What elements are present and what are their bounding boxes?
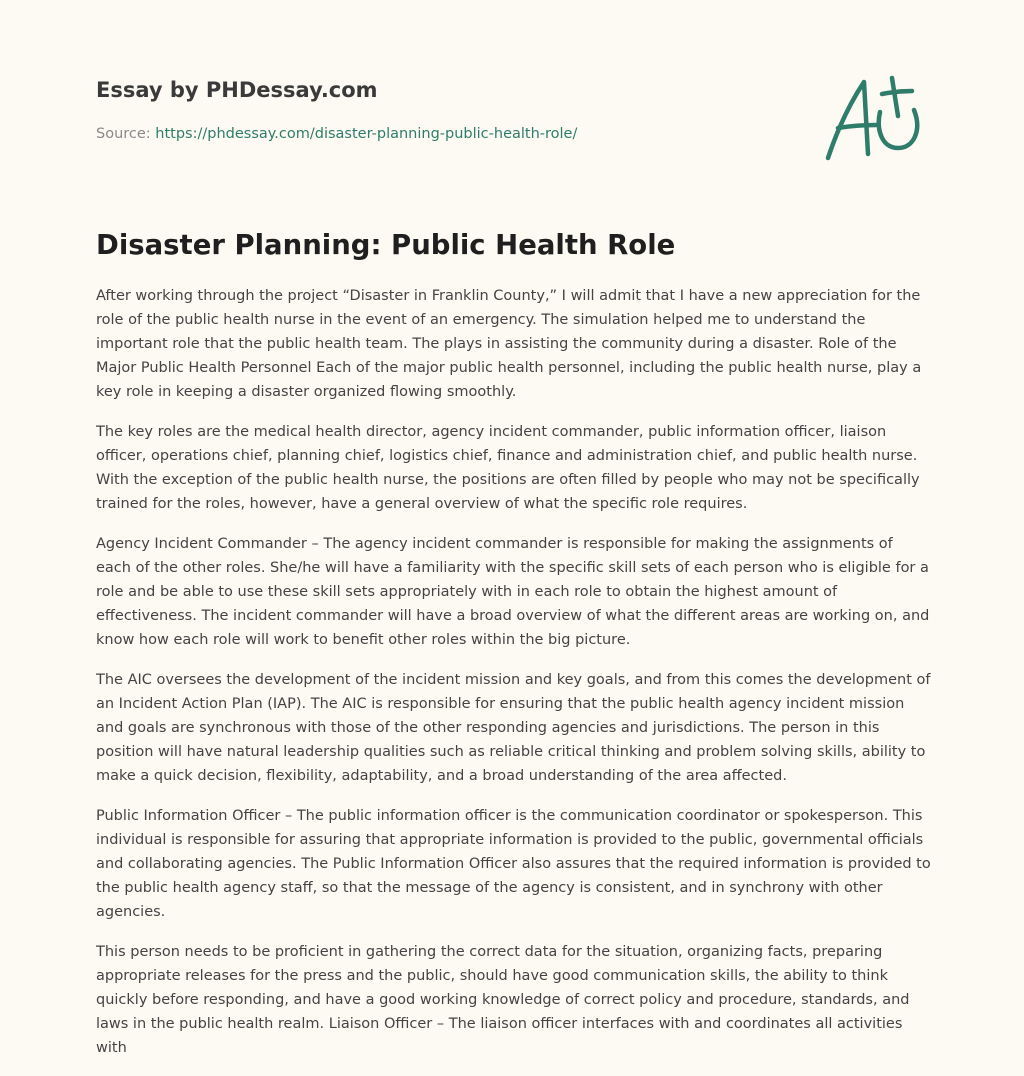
essay-title: Disaster Planning: Public Health Role <box>96 229 676 261</box>
essay-paragraph: This person needs to be proficient in gathering the correct data for the situation, organizing facts, preparing appropriate releases for the press and the public, should have good communication skills, the ability to think quickly before responding, and have a good working knowledge of correct policy and procedure, standards, and laws in the public health realm. Liaison Officer – The liaison officer interfaces with and coordinates all activities with <box>96 944 910 1056</box>
essay-paragraph: The AIC oversees the development of the incident mission and key goals, and from this comes the development of an Incident Action Plan (IAP). The AIC is responsible for ensuring that the public health agency incident mission and goals are synchronous with those of the other responding agencies and jurisdictions. The person in this position will have natural leadership qualities such as reliable critical thinking and problem solving skills, ability to make a quick decision, flexibility, adaptability, and a broad understanding of the area affected. <box>96 672 931 784</box>
document-header <box>96 76 796 144</box>
essay-body <box>96 284 932 1076</box>
essay-paragraph: The key roles are the medical health director, agency incident commander, public information officer, liaison officer, operations chief, planning chief, logistics chief, finance and administration chief, and public health nurse. With the exception of the public health nurse, the positions are often filled by people who may not be specifically trained for the roles, however, have a general overview of what the specific role requires. <box>96 424 920 512</box>
source-link[interactable]: https://phdessay.com/disaster-planning-public-health-role/ <box>155 126 578 142</box>
a-plus-grade-icon <box>818 68 928 164</box>
source-label: Source: <box>96 126 156 142</box>
essay-paragraph: After working through the project “Disaster in Franklin County,” I will admit that I have a new appreciation for the role of the public health nurse in the event of an emergency. The simulation helped me to understand the important role that the public health team. The plays in assisting the community during a disaster. Role of the Major Public Health Personnel Each of the major public health personnel, including the public health nurse, play a key role in keeping a disaster organized flowing smoothly. <box>96 288 922 400</box>
brand-title: Essay by PHDessay.com <box>96 78 378 102</box>
essay-paragraph: Agency Incident Commander – The agency incident commander is responsible for making the assignments of each of the other roles. She/he will have a familiarity with the specific skill sets of each person who is eligible for a role and be able to use these skill sets appropriately with in each role to obtain the highest amount of effectiveness. The incident commander will have a broad overview of what the different areas are working on, and know how each role will work to benefit other roles within the big picture. <box>96 536 930 648</box>
essay-paragraph: Public Information Officer – The public information officer is the communication coordinator or spokesperson. This individual is responsible for assuring that appropriate information is provided to the public, governmental officials and collaborating agencies. The Public Information Officer also assures that the required information is provided to the public health agency staff, so that the message of the agency is consistent, and in synchrony with other agencies. <box>96 808 931 920</box>
source-line <box>96 124 796 144</box>
